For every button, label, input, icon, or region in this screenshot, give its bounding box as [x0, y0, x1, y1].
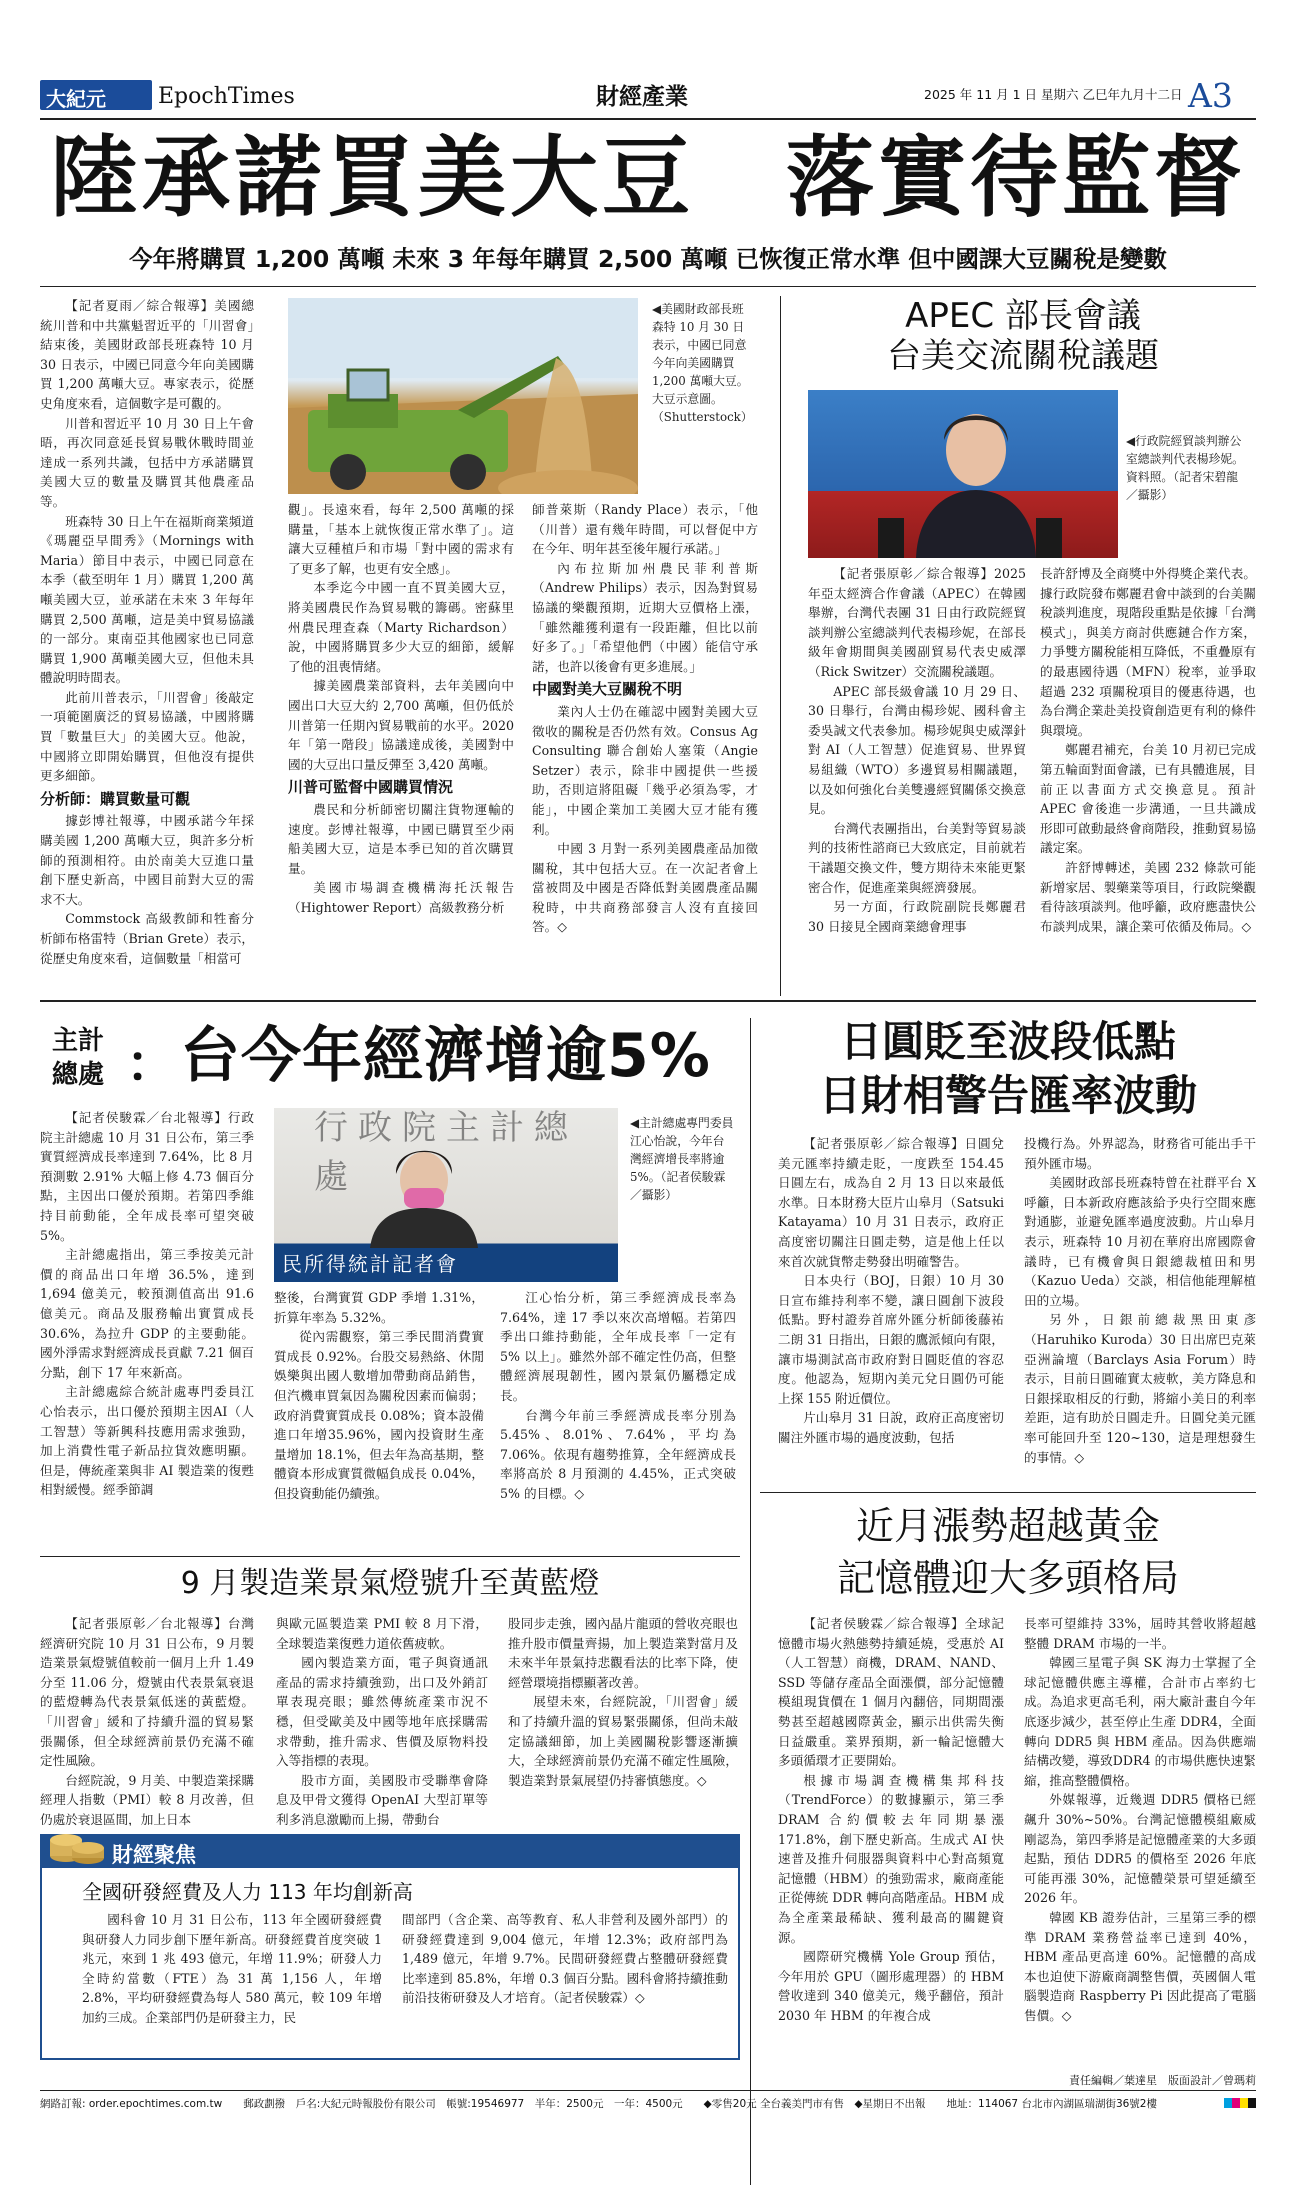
pmi-top-rule [40, 1556, 740, 1557]
logo-en: EpochTimes [158, 84, 295, 109]
paragraph: 主計總處指出，第三季按美元計價的商品出口年增 36.5%，達到 1,694 億美元，較預測值高出 91.6 億美元。商品及服務輸出實質成長 30.6%，為拉升 GDP 的主要動能。國外淨需求對經濟成長貢獻 7.21 個百分點，創下 17 年來新高。 [40, 1247, 254, 1380]
paragraph: 川普和習近平 10 月 30 日上午會晤，再次同意延長貿易戰休戰時間並達成一系列共識，包括中方承諾購買美國大豆的數量及購買其他農產品等。 [40, 415, 254, 509]
logo [40, 80, 152, 110]
gdp-headline-block [40, 1018, 740, 1104]
footer-info: 網路訂報: order.epochtimes.com.tw 郵政劃撥 戶名:大紀元時報股份有限公司 帳號:19546977 半年：2500元 一年：4500元 ◆零售20元 全台義美門市有售 ◆星期日不出報 地址：114067 台北市內湖區瑞湖街36號2樓 [40, 2098, 1157, 2110]
yang-chen-ni-photo [808, 390, 1118, 558]
paragraph: 從內需觀察，第三季民間消費實質成長 0.92%。台股交易熱絡、休閒娛樂與出國人數增加帶動商品銷售，但汽機車買氣因為關稅因素而偏弱；政府消費實質成長 0.08%；資本設備進口年增35.96%，國內投資財生產量增加 18.1%，但去年為高基期，整體資本形成實質微幅負成長 0.04%，但投資動能仍續強。 [274, 1329, 484, 1501]
paragraph: 長許舒博及全商獎中外得獎企業代表。據行政院發布鄭麗君會中談到的台美關稅談判進度，現階段重點是依據「台灣模式」，與美方商討供應鏈合作方案，力爭雙方關稅能相互降低，不重疊原有的最惠國待遇（MFN）稅率，並爭取超過 232 項關稅項目的優惠待遇，也為台灣企業赴美投資創造更有利的條件與環境。 [1040, 566, 1256, 738]
focus-label: 財經聚焦 [112, 1843, 196, 1867]
lead-rule [40, 286, 1256, 287]
paragraph: 主計總處綜合統計處專門委員江心怡表示，出口優於預期主因AI（人工智慧）等新興科技應用需求強勁，加上消費性電子新品拉貨效應明顯。但是，傳統產業與非 AI 製造業的復甦相對緩慢。經季節調 [40, 1384, 254, 1498]
page-number: A3 [1188, 76, 1233, 115]
coins-icon [48, 1822, 106, 1866]
color-registration-bar [1224, 2098, 1256, 2108]
apec-column-1 [808, 564, 1026, 994]
yen-bottom-rule [760, 1492, 1256, 1493]
gdp-colon: ： [126, 1035, 176, 1093]
pmi-column-1 [40, 1614, 254, 1826]
focus-column-1 [82, 1910, 382, 2056]
yen-headline-2: 日財相警告匯率波動 [818, 1071, 1197, 1120]
masthead-rule [40, 118, 1256, 120]
yen-column-1 [778, 1134, 1004, 1484]
lead-subheadline: 今年將購買 1,200 萬噸 未來 3 年每年購買 2,500 萬噸 已恢復正常水準 但中國課大豆關稅是變數 [129, 245, 1167, 273]
subhead: 中國對美大豆關稅不明 [532, 680, 683, 699]
paragraph: 國科會 10 月 31 日公布，113 年全國研發經費與研發人力同步創下歷年新高。研發經費首度突破 1 兆元，來到 1 兆 493 億元，年增 11.9%；研發人力全時約當數（FTE）為 31 萬 1,156 人，年增 2.8%，平均研發經費為每人 580 萬元，較 109 年增加約三成。企業部門仍是研發主力，民 [82, 1912, 382, 2025]
paragraph: 此前川普表示，「川習會」後敲定一項範圍廣泛的貿易協議，中國將購買「數量巨大」的美國大豆。他說，中國將立即開始購買，但他沒有提供更多細節。 [40, 689, 254, 784]
harvester-illustration [288, 298, 638, 494]
paragraph: 【記者張原彰／綜合報導】日圓兌美元匯率持續走貶，一度跌至 154.45 日圓左右，成為自 2 月 13 日以來最低水準。日本財務大臣片山皋月（Satsuki Katayama）10 月 31 日表示，政府正高度密切關注日圓走勢，這是他上任以來首次就貨幣走勢發出明確警告。 [778, 1136, 1004, 1269]
paragraph: 班森特 30 日上午在福斯商業頻道《瑪麗亞早間秀》（Mornings with Maria）節目中表示，中國已同意在本季（截至明年 1 月）購買 1,200 萬噸美國大豆，並承諾在未來 3 年每年購買 2,500 萬噸，這是美中貿易協議的一部分。東南亞其他國家也已同意購買 1,900 萬噸美國大豆，但他未具體說明時間表。 [40, 513, 254, 686]
gdp-headline: 台今年經濟增逾5% [180, 1021, 711, 1091]
paragraph: 師普萊斯（Randy Place）表示，「他（川普）還有幾年時間，可以督促中方在今年、明年甚至後年履行承諾。」 [532, 502, 758, 557]
gdp-tag-1: 主計 [52, 1026, 105, 1056]
paragraph: 外媒報導，近幾週 DDR5 價格已經飆升 30%~50%。台灣記憶體模組廠威剛認為，第四季將是記憶體產業的大多頭起點，預估 DDR5 的價格至 2026 年底可能再漲 30%，記憶體榮景可望延續至 2026 年。 [1024, 1792, 1256, 1906]
paragraph: 【記者張原彰／綜合報導】2025 年亞太經濟合作會議（APEC）在韓國舉辦，台灣代表團 31 日由行政院經貿談判辦公室總談判代表楊珍妮，在部長級年會期間與美國副貿易代表史威澤（Rick Switzer）交流關稅議題。 [808, 566, 1026, 679]
paragraph: 國際研究機構 Yole Group 預估，今年用於 GPU（圖形處理器）的 HBM 營收達到 340 億美元，幾乎翻倍，預計 2030 年 HBM 的年複合成 [778, 1949, 1004, 2023]
paragraph: 【記者侯駿霖／台北報導】行政院主計總處 10 月 31 日公布，第三季實質經濟成長率達到 7.64%，比 8 月預測數 2.91% 大幅上修 4.73 個百分點，主因出口優於預期。若第四季維持目前動能，全年成長率可望突破 5%。 [40, 1110, 254, 1243]
paragraph: 台灣代表團指出，台美對等貿易談判的技術性諮商已大致底定，目前就若干議題交換文件，雙方期待未來能更緊密合作，促進產業與經濟發展。 [808, 820, 1026, 895]
apec-headline-2: 台美交流關稅議題 [887, 336, 1159, 376]
paragraph: 另外，日銀前總裁黑田東彥（Haruhiko Kuroda）30 日出席巴克萊亞洲論壇（Barclays Asia Forum）時表示，目前日圓確實太疲軟，美方降息和日銀採取相反的行動，將縮小美日的利率差距，這有助於日圓走升。日圓兌美元匯率可能回升至 120~130，這是理想發生的事情。◇ [1024, 1312, 1256, 1465]
focus-column-2 [402, 1910, 728, 2056]
paragraph: 【記者夏雨／綜合報導】美國總統川普和中共黨魁習近平的「川習會」結束後，美國財政部長班森特 10 月 30 日表示，中國已同意今年向美國購買 1,200 萬噸大豆。專家表示，從歷史角度來看，這個數字是可觀的。 [40, 298, 254, 411]
gdp-tag-2: 總處 [52, 1060, 105, 1090]
paragraph: 台灣今年前三季經濟成長率分別為 5.45%、8.01%、7.64%，平均為 7.06%。依現有趨勢推算，全年經濟成長率將高於 8 月預測的 4.45%，正式突破 5% 的目標。◇ [500, 1407, 736, 1501]
subhead: 川普可監督中國購買情況 [288, 778, 454, 797]
masthead [40, 78, 1256, 120]
soybean-photo-caption: ◀美國財政部長班森特 10 月 30 日表示，中國已同意今年向美國購買 1,200 萬噸大豆。大豆示意圖。（Shutterstock） [652, 302, 753, 424]
paragraph: 美國財政部長班森特曾在社群平台 X 呼籲，日本新政府應該給予央行空間來應對通膨，並避免匯率過度波動。片山皋月表示，班森特 10 月初在華府出席國際會議時，已有機會與日銀總裁植田和男（Kazuo Ueda）交談，相信他能理解植田的立場。 [1024, 1175, 1256, 1308]
paragraph: 與歐元區製造業 PMI 較 8 月下滑，全球製造業復甦力道依舊疲軟。 [276, 1616, 488, 1651]
paragraph: 業內人士仍在確認中國對美國大豆徵收的關稅是否仍然有效。Consus Ag Consulting 聯合創始人塞策（Angie Setzer）表示，除非中國提供一些援助，否則這將阻礙「幾乎必須為零，才能」，中國企業加工美國大豆才能有獲利。 [532, 703, 758, 837]
chiang-hsin-yi-photo [274, 1108, 618, 1282]
memory-column-2 [1024, 1614, 1256, 2066]
issue-date: 2025 年 11 月 1 日 星期六 乙巳年九月十二日 [924, 87, 1183, 102]
paragraph: 國內製造業方面，電子與資通訊產品的需求持續強勁，出口及外銷訂單表現亮眼；雖然傳統產業市況不穩，但受歐美及中國等地年底採購需求帶動，推升需求、售價及原物料投入等指標的表現。 [276, 1655, 488, 1769]
paragraph: 韓國三星電子與 SK 海力士掌握了全球記憶體供應主導權，合計市占率約七成。為追求更高毛利，兩大廠計畫自今年底逐步減少，甚至停止生產 DDR4，全面轉向 DDR5 與 HBM 產品。因為供應端結構改變，導致DDR4 的市場供應快速緊縮，推高整體價格。 [1024, 1655, 1256, 1788]
gdp-column-1 [40, 1108, 254, 1550]
memory-column-1 [778, 1614, 1004, 2066]
photo-sign: 行政院主計總處 [314, 1108, 578, 1197]
paragraph: 間部門（含企業、高等教育、私人非營利及國外部門）的研發經費達到 9,004 億元，年增 12.3%；政府部門為 1,489 億元，年增 9.7%。民間研發經費占整體研發經費比率達到 85.8%，年增 0.3 個百分點。國科會將持續推動前沿技術研發及人才培育。（記者侯駿霖）◇ [402, 1912, 728, 2006]
photo-banner: 民所得統計記者會 [282, 1252, 458, 1276]
paragraph: 本季迄今中國一直不買美國大豆，將美國農民作為貿易戰的籌碼。密蘇里州農民理查森（Marty Richardson）說，中國將購買多少大豆的細節，緩解了他的沮喪情緒。 [288, 580, 514, 674]
logo-cn: 大紀元 [46, 87, 106, 111]
paragraph: 長率可望維持 33%，屆時其營收將超越整體 DRAM 市場的一半。 [1024, 1616, 1256, 1651]
pmi-column-3 [508, 1614, 738, 1826]
lead-headline: 陸承諾買美大豆 落實待監督 [49, 126, 1246, 229]
paragraph: 根據市場調查機構集邦科技（TrendForce）的數據顯示，第三季 DRAM 合約價較去年同期暴漲 171.8%，創下歷史新高。生成式 AI 快速普及推升伺服器與資料中心對高頻寬記憶體（HBM）的強勁需求，廠商產能正從傳統 DDR 轉向高階產品。HBM 成為全產業最稀缺、獲利最高的關鍵資源。 [778, 1772, 1004, 1945]
lead-column-2 [288, 500, 514, 996]
subhead: 分析師：購買數量可觀 [40, 789, 191, 808]
apec-column-2 [1040, 564, 1256, 994]
section-rule [40, 1000, 1256, 1002]
paragraph: 韓國 KB 證券估計，三星第三季的標準 DRAM 業務營益率已達到 40%，HBM 產品更高達 60%。記憶體的高成本也迫使下游廠商調整售價，英國個人電腦製造商 Raspberry Pi 因此提高了電腦售價。◇ [1024, 1909, 1256, 2023]
paragraph: 台經院說，9 月美、中製造業採購經理人指數（PMI）較 8 月改善，但仍處於衰退區間，加上日本 [40, 1772, 254, 1826]
paragraph: 據美國農業部資料，去年美國向中國出口大豆大約 2,700 萬噸，但仍低於川普第一任期內貿易戰前的水平。2020 年「第一階段」協議達成後，美國對中國的大豆出口量反彈至 3,420 萬噸。 [288, 678, 514, 772]
portrait-illustration [808, 390, 1118, 558]
paragraph: 據彭博社報導，中國承諾今年採購美國 1,200 萬噸大豆，與許多分析師的預測相符。由於南美大豆進口量創下歷史新高，中國目前對大豆的需求不大。 [40, 813, 254, 907]
paragraph: 整後，台灣實質 GDP 季增 1.31%，折算年率為 5.32%。 [274, 1290, 484, 1325]
focus-headline: 全國研發經費及人力 113 年均創新高 [82, 1880, 413, 1904]
yen-headline-1: 日圓貶至波段低點 [839, 1017, 1176, 1066]
paragraph: 片山皋月 31 日說，政府正高度密切關注外匯市場的過度波動，包括 [778, 1410, 1004, 1445]
paragraph: 投機行為。外界認為，財務省可能出手干預外匯市場。 [1024, 1136, 1256, 1171]
paragraph: 鄭麗君補充，台美 10 月初已完成第五輪面對面會議，已有具體進展，目前正以書面方式交換意見。預計 APEC 會後進一步溝通，一旦共識成形即可啟動最終會商階段，推動貿易協議定案。 [1040, 742, 1256, 856]
gdp-photo-caption: ◀主計總處專門委員江心怡說，今年台灣經濟增長率將逾 5%。（記者侯駿霖／攝影） [630, 1116, 734, 1202]
lead-column-1 [40, 296, 254, 996]
paragraph: 內布拉斯加州農民菲利普斯（Andrew Philips）表示，因為對貿易協議的樂觀預期，近期大豆價格上漲，「雖然離獲利還有一段距離，但比以前好多了。」「希望他們（中國）能信守承諾，也許以後會有更多進展。」 [532, 560, 758, 674]
paragraph: 股同步走強，國內晶片龍頭的營收亮眼也推升股市價量齊揚，加上製造業對當月及未來半年景氣持悲觀看法的比率下降，使經營環境指標顯著改善。 [508, 1616, 738, 1690]
paragraph: 【記者張原彰／台北報導】台灣經濟研究院 10 月 31 日公布，9 月製造業景氣燈號值較前一個月上升 1.49 分至 11.06 分，燈號由代表景氣衰退的藍燈轉為代表景氣低迷的黃藍燈。「川習會」緩和了持續升溫的貿易緊張關係，但全球經濟前景仍充滿不確定性風險。 [40, 1616, 254, 1769]
finance-focus-box [40, 1834, 740, 2060]
apec-photo-caption: ◀行政院經貿談判辦公室總談判代表楊珍妮。資料照。（記者宋碧龍／攝影） [1126, 434, 1244, 502]
paragraph: 美國市場調查機構海托沃報告（Hightower Report）高級教務分析 [288, 880, 514, 915]
coins-icon-svg [48, 1822, 106, 1866]
paragraph: 江心怡分析，第三季經濟成長率為 7.64%，達 17 季以來次高增幅。若第四季出口維持動能，全年成長率「一定有 5% 以上」。雖然外部不確定性仍高，但整體經濟展現韌性，國內景氣仍屬穩定成長。 [500, 1290, 736, 1403]
gdp-column-2 [274, 1288, 484, 1550]
paragraph: 觀」。長遠來看，每年 2,500 萬噸的採購量，「基本上就恢復正常水準了」。這讓大豆種植戶和市場「對中國的需求有了更多了解，也更有安全感」。 [288, 502, 514, 576]
paragraph: 中國 3 月對一系列美國農產品加徵關稅，其中包括大豆。在一次記者會上當被問及中國是否降低對美國農產品關稅時，中共商務部發言人沒有直接回答。◇ [532, 841, 758, 935]
pmi-column-2 [276, 1614, 488, 1826]
lead-column-3 [532, 500, 758, 996]
paragraph: 【記者侯駿霖／綜合報導】全球記憶體市場火熱態勢持續延燒，受惠於 AI（人工智慧）商機，DRAM、NAND、SSD 等儲存產品全面漲價，部分記憶體模組現貨價在 1 個月內翻倍，同期間漲勢甚至超越國際黃金，顯示出供需失衡日益嚴重。業界預期，新一輪記憶體大多頭循環才正要開始。 [778, 1616, 1004, 1769]
paragraph: 日本央行（BOJ，日銀）10 月 30 日宣布維持利率不變，讓日圓創下波段低點。野村證券首席外匯分析師後藤祐二朗 31 日指出，日銀的鷹派傾向有限，讓市場測試高市政府對日圓貶值的容忍度。他認為，短期內美元兌日圓仍可能上探 155 附近價位。 [778, 1273, 1004, 1406]
vertical-divider [780, 296, 781, 996]
yen-column-2 [1024, 1134, 1256, 1484]
memory-headline-1: 近月漲勢超越黃金 [855, 1504, 1160, 1548]
editor-credits: 責任編輯／葉達星 版面設計／曾瑪莉 [1069, 2074, 1256, 2087]
paragraph: 農民和分析師密切關注貨物運輸的速度。彭博社報導，中國已購買至少兩船美國大豆，這是本季已知的首次購買量。 [288, 801, 514, 876]
soybean-harvest-photo [288, 298, 638, 494]
apec-headline-1: APEC 部長會議 [905, 296, 1141, 336]
paragraph: 許舒博轉述，美國 232 條款可能新增家居、製藥業等項目，行政院樂觀看待該項談判。他呼籲，政府應盡快公布談判成果，讓企業可依循及佈局。◇ [1040, 859, 1256, 934]
paragraph: 股市方面，美國股市受聯準會降息及甲骨文獲得 OpenAI 大型訂單等利多消息激勵而上揚，帶動台 [276, 1772, 488, 1826]
memory-headline-2: 記憶體迎大多頭格局 [836, 1556, 1179, 1600]
footer-rule [40, 2090, 1256, 2091]
gdp-column-3 [500, 1288, 736, 1550]
paragraph: 另一方面，行政院副院長鄭麗君 30 日接見全國商業總會理事 [808, 899, 1026, 934]
section-name: 財經產業 [596, 84, 688, 110]
paragraph: APEC 部長級會議 10 月 29 日、30 日舉行，台灣由楊珍妮、國科會主委吳誠文代表參加。楊珍妮與史威澤針對 AI（人工智慧）促進貿易、世界貿易組織（WTO）多邊貿易相關議題，以及如何強化台美雙邊經貿關係交換意見。 [808, 683, 1026, 817]
vertical-divider [750, 1018, 751, 2185]
paragraph: 展望未來，台經院說，「川習會」緩和了持續升溫的貿易緊張關係，但尚未敲定協議細節，加上美國關稅影響逐漸擴大，全球經濟前景仍充滿不確定性風險，製造業對景氣展望仍持審慎態度。◇ [508, 1694, 738, 1788]
pmi-headline: 9 月製造業景氣燈號升至黃藍燈 [180, 1566, 600, 1601]
paragraph: Commstock 高級教師和牲畜分析師布格雷特（Brian Grete）表示，從歷史角度來看，這個數量「相當可 [40, 911, 254, 966]
